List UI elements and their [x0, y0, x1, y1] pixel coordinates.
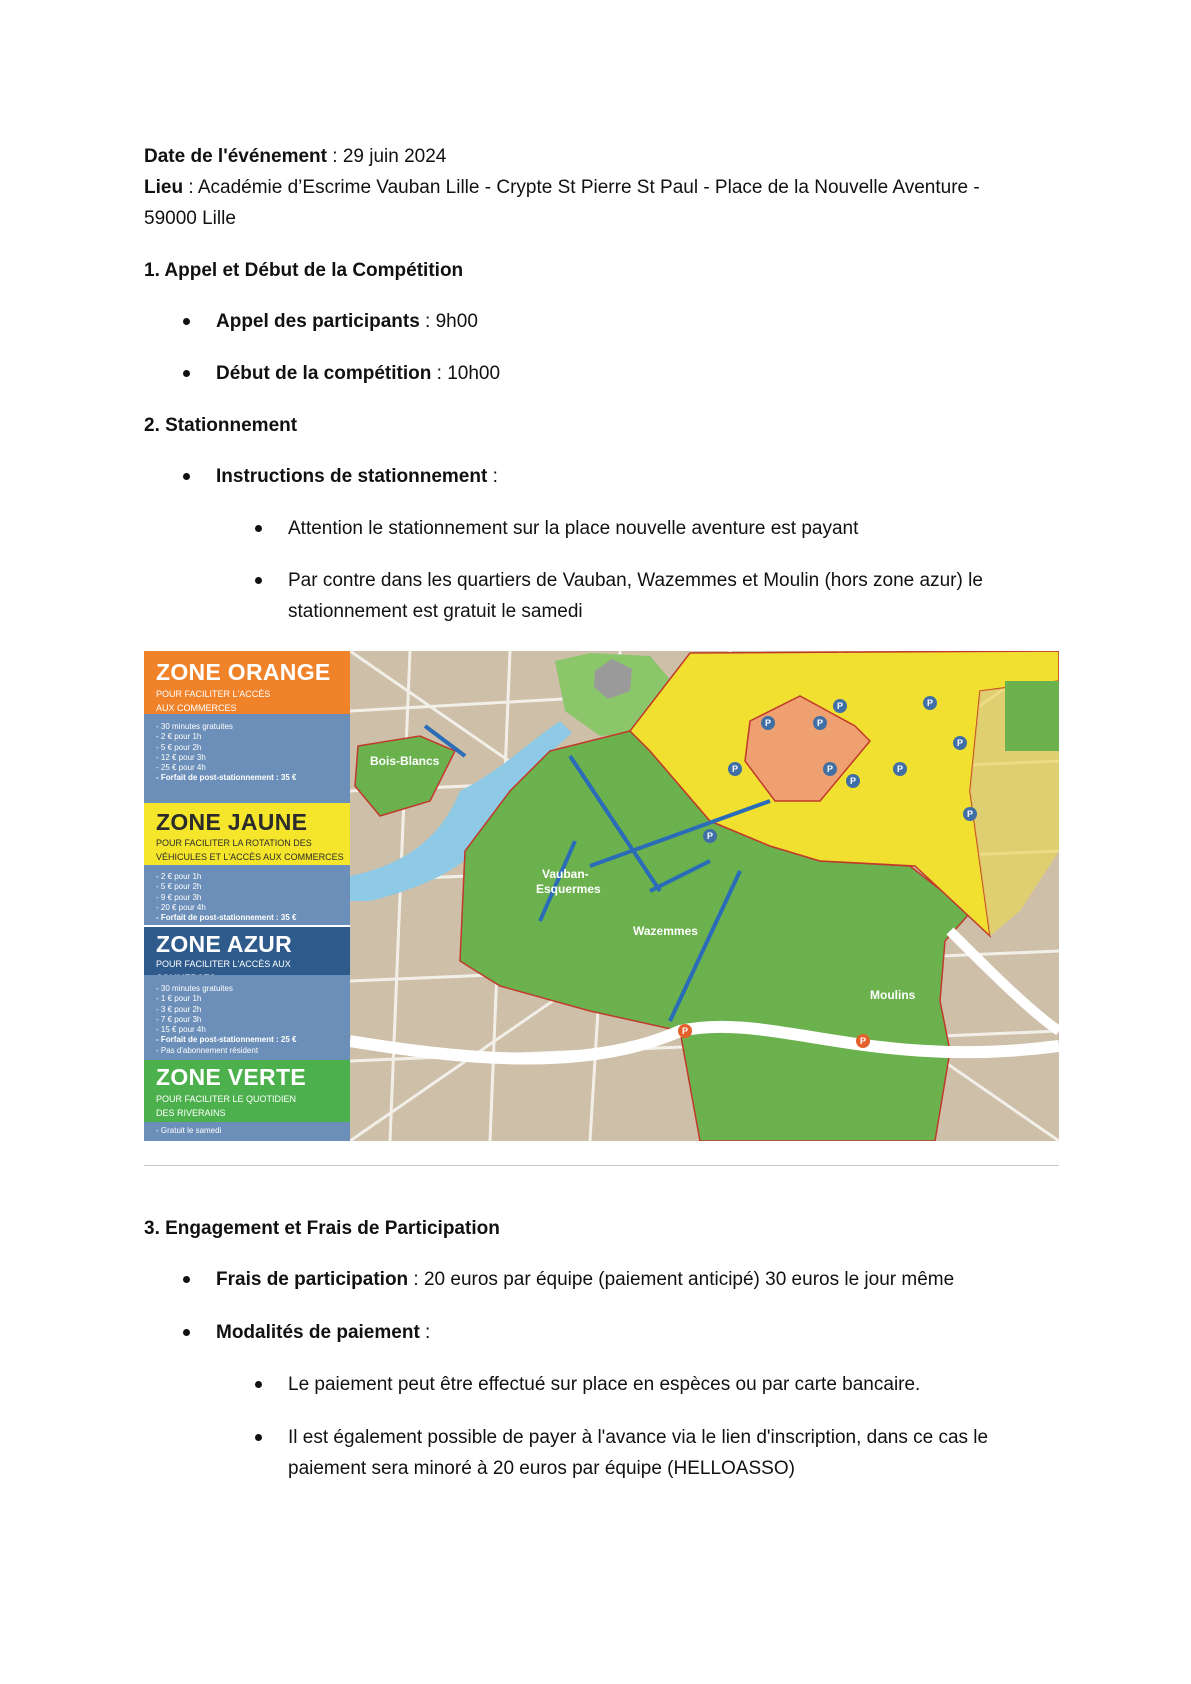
parking-pin-label: P — [966, 809, 974, 819]
item-label: Frais de participation — [216, 1269, 409, 1290]
parking-zone-map — [144, 651, 1059, 1141]
rates-list — [156, 984, 296, 1056]
zone-subtitle: POUR FACILITER L'ACCÈS — [156, 689, 271, 699]
parking-pin — [813, 716, 827, 730]
rate-item: - 3 € pour 2h — [156, 1005, 296, 1015]
rate-item: - Gratuit le samedi — [156, 1126, 221, 1136]
bullet-icon — [183, 318, 190, 325]
bullet-icon — [255, 577, 262, 584]
parking-pin-label: P — [859, 1036, 867, 1046]
parking-pin-label: P — [816, 718, 824, 728]
zone-subtitle: POUR FACILITER L'ACCÈS AUX — [156, 959, 291, 969]
sub-list-item: Le paiement peut être effectué sur place en espèces ou par carte bancaire. — [288, 1374, 921, 1395]
item-label: Appel des participants — [216, 311, 420, 332]
parking-pin-label: P — [706, 831, 714, 841]
zone-title: ZONE JAUNE — [156, 809, 308, 835]
item-value: : 9h00 — [419, 311, 478, 332]
parking-pin-label: P — [849, 776, 857, 786]
rate-item: - 5 € pour 2h — [156, 743, 296, 753]
bullet-icon — [183, 370, 190, 377]
event-date-value: : 29 juin 2024 — [326, 146, 447, 167]
rate-penalty: - Forfait de post-stationnement : 35 € — [156, 773, 296, 783]
item-label: Modalités de paiement — [216, 1322, 420, 1343]
item-value: : 20 euros par équipe (paiement anticipé) 30 euros le jour même — [408, 1269, 955, 1290]
list-item — [216, 466, 498, 488]
zone-subtitle: POUR FACILITER LA ROTATION DES — [156, 838, 312, 848]
parking-pin — [953, 736, 967, 750]
list-item — [216, 363, 500, 385]
event-date — [144, 146, 446, 168]
event-place-line2: 59000 Lille — [144, 208, 236, 229]
zone-subtitle: AUX COMMERCES — [156, 703, 237, 713]
rates-list — [156, 722, 296, 784]
parking-pin — [856, 1034, 870, 1048]
section1-heading: 1. Appel et Début de la Compétition — [144, 260, 464, 281]
rate-item: - 9 € pour 3h — [156, 893, 296, 903]
parking-pin — [963, 807, 977, 821]
bullet-icon — [255, 525, 262, 532]
zone-jaune-rates — [144, 865, 350, 925]
parking-pin — [893, 762, 907, 776]
rate-item: - 2 € pour 1h — [156, 732, 296, 742]
parking-pin-label: P — [896, 764, 904, 774]
city-map — [350, 651, 1059, 1141]
item-value: : — [419, 1322, 431, 1343]
rate-item: - 25 € pour 4h — [156, 763, 296, 773]
parking-pin — [728, 762, 742, 776]
rate-item: - 1 € pour 1h — [156, 994, 296, 1004]
item-label: Début de la compétition — [216, 363, 432, 384]
zone-verte-header — [144, 1060, 350, 1122]
parking-pin-label: P — [681, 1026, 689, 1036]
area-label-wazemmes: Wazemmes — [633, 924, 698, 938]
list-item — [216, 311, 478, 333]
event-place-value: : Académie d’Escrime Vauban Lille - Crypte St Pierre St Paul - Place de la Nouvelle Aventure - — [183, 177, 980, 198]
event-place — [144, 177, 980, 199]
parking-pin — [678, 1024, 692, 1038]
parking-pin — [923, 696, 937, 710]
zone-azur-header — [144, 927, 350, 975]
list-item — [216, 1269, 954, 1291]
parking-pin-label: P — [956, 738, 964, 748]
rate-extra: - Pas d'abonnement résident — [156, 1046, 296, 1056]
zone-subtitle: VÉHICULES ET L'ACCÈS AUX COMMERCES — [156, 852, 344, 862]
rate-item: - 12 € pour 3h — [156, 753, 296, 763]
bullet-icon — [183, 1329, 190, 1336]
parking-pin — [846, 774, 860, 788]
map-legend — [144, 651, 350, 1141]
parking-pin-label: P — [826, 764, 834, 774]
area-label-esquermes: Esquermes — [536, 882, 601, 896]
sub-list-item: Attention le stationnement sur la place nouvelle aventure est payant — [288, 518, 859, 539]
rates-list — [156, 1126, 221, 1136]
bullet-icon — [183, 473, 190, 480]
sub-list-item-continuation: stationnement est gratuit le samedi — [288, 601, 583, 622]
zone-title: ZONE VERTE — [156, 1064, 306, 1090]
zone-subtitle: DES RIVERAINS — [156, 1108, 226, 1118]
parking-pin — [703, 829, 717, 843]
east-park — [1005, 681, 1059, 751]
parking-pin-label: P — [836, 701, 844, 711]
zone-orange-header — [144, 651, 350, 714]
bullet-icon — [183, 1276, 190, 1283]
sub-list-item: Par contre dans les quartiers de Vauban, Wazemmes et Moulin (hors zone azur) le — [288, 570, 983, 591]
parking-pin — [761, 716, 775, 730]
zone-jaune-header — [144, 803, 350, 865]
rate-item: - 15 € pour 4h — [156, 1025, 296, 1035]
rate-item: - 20 € pour 4h — [156, 903, 296, 913]
event-place-label: Lieu — [144, 177, 184, 198]
horizontal-divider — [144, 1165, 1059, 1166]
rate-item: - 2 € pour 1h — [156, 872, 296, 882]
parking-pin-label: P — [926, 698, 934, 708]
sub-list-item: Il est également possible de payer à l'avance via le lien d'inscription, dans ce cas le — [288, 1427, 989, 1448]
bullet-icon — [255, 1434, 262, 1441]
event-date-label: Date de l'événement — [144, 146, 327, 167]
rate-item: - 30 minutes gratuites — [156, 984, 296, 994]
zone-azur-rates — [144, 975, 350, 1060]
rates-list — [156, 872, 296, 923]
rate-penalty: - Forfait de post-stationnement : 35 € — [156, 913, 296, 923]
area-label-vauban: Vauban- — [542, 867, 589, 881]
rate-item: - 7 € pour 3h — [156, 1015, 296, 1025]
zone-subtitle: POUR FACILITER LE QUOTIDIEN — [156, 1094, 297, 1104]
zone-verte-rates — [144, 1122, 350, 1141]
item-label: Instructions de stationnement — [216, 466, 488, 487]
item-value: : — [487, 466, 498, 487]
parking-pin-label: P — [764, 718, 772, 728]
area-label-bois-blancs: Bois-Blancs — [370, 754, 440, 768]
section2-heading: 2. Stationnement — [144, 415, 298, 436]
rate-item: - 5 € pour 2h — [156, 882, 296, 892]
zone-title: ZONE ORANGE — [156, 659, 331, 685]
area-label-moulins: Moulins — [870, 988, 916, 1002]
parking-pin-label: P — [731, 764, 739, 774]
bullet-icon — [255, 1381, 262, 1388]
zone-title: ZONE AZUR — [156, 931, 293, 957]
list-item — [216, 1322, 430, 1344]
rate-item: - 30 minutes gratuites — [156, 722, 296, 732]
section3-heading: 3. Engagement et Frais de Participation — [144, 1218, 500, 1239]
item-value: : 10h00 — [431, 363, 501, 384]
parking-pin — [833, 699, 847, 713]
sub-list-item-continuation: paiement sera minoré à 20 euros par équipe (HELLOASSO) — [288, 1458, 795, 1479]
parking-pin — [823, 762, 837, 776]
rate-penalty: - Forfait de post-stationnement : 25 € — [156, 1035, 296, 1045]
